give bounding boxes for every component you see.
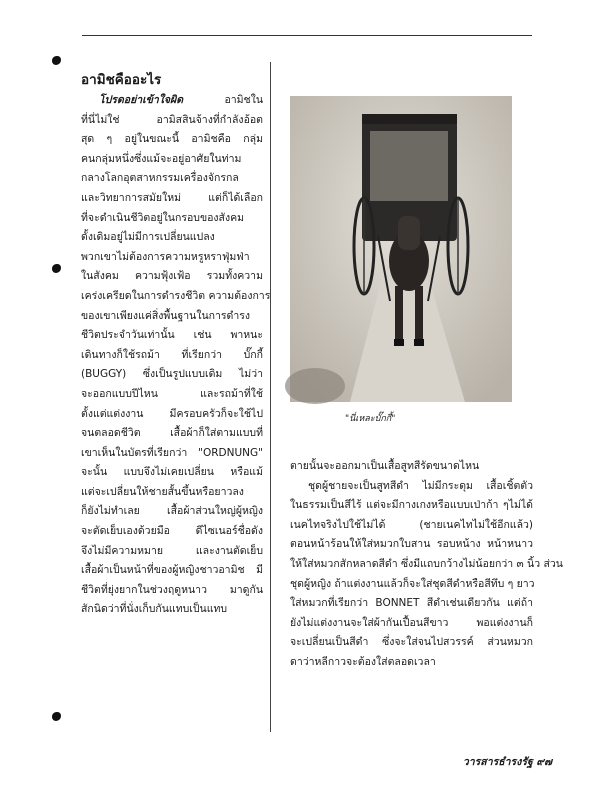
- text-line: (BUGGY) ซึ่งเป็นรูปแบบเดิม ไม่ว่า: [81, 368, 263, 381]
- text-line: พวกเขาไม่ต้องการความหรูหราฟุ่มฟ่า: [81, 250, 250, 263]
- text-line: สุด ๆ อยู่ในขณะนี้ อามิชคือ กลุ่ม: [81, 133, 263, 146]
- text-line: ของเขาเพียงแค่สิ่งพื้นฐานในการดำรง: [81, 309, 251, 322]
- text-line: และวิทยาการสมัยใหม่ แต่ก็ได้เลือก: [81, 191, 263, 204]
- text-line: เนคไทจริงไปใช้ไม่ได้ (ชายเนคไทไม่ใช้อีกแล้ว): [290, 518, 533, 531]
- text-line: ในธรรมเป็นสีไร้ แต่จะมีกางเกงหรือแบบเป่าก้า ๆไม่ได้: [290, 499, 533, 512]
- text-line: จะเปลี่ยนเป็นสีดำ ซึ่งจะใส่จนไปสวรรค์ ส่วนหมวก: [290, 636, 533, 649]
- text-line: จึงไม่มีความหมาย และงานตัดเย็บ: [81, 544, 263, 557]
- text-line: ตอนหน้าร้อนให้ใส่หมวกใบสาน รอบหน้าง หน้าหนาว: [290, 538, 533, 551]
- text-line: ในสังคม ความฟุ้งเฟ้อ รวมทั้งความ: [81, 270, 263, 283]
- text-line: ก็ยังไม่ทำเลย เสื้อผ้าส่วนใหญ่ผู้หญิง: [81, 505, 263, 518]
- text-line: ดั้งเดิมอยู่ไม่มีการเปลี่ยนแปลง: [81, 231, 215, 244]
- top-rule: [82, 35, 532, 36]
- text-line: แต่จะเปลี่ยนให้ชายสั้นขึ้นหรือยาวลง: [81, 485, 244, 498]
- lead-italic: โปรดอย่าเข้าใจผิด: [99, 94, 184, 106]
- column-divider: [270, 62, 271, 732]
- text-line: คนกลุ่มหนึ่งซึ่งแม้จะอยู่อาศัยในท่าม: [81, 152, 242, 165]
- text-line: ตั้งแต่แต่งงาน มีครอบครัวก็จะใช้ไป: [81, 407, 263, 420]
- text-line: เคร่งเครียดในการดำรงชีวิต ความต้องการ: [81, 289, 271, 302]
- text-line: จนตลอดชีวิต เสื้อผ้าก็ใส่ตามแบบที่: [81, 427, 263, 440]
- text-line: ที่นี่ไม่ใช่ อามิสสินจ้างที่กำลังอ้อต: [81, 113, 263, 126]
- text-line: กลางโลกอุตสาหกรรมเครื่องจักรกล: [81, 172, 239, 185]
- text-line: จะออกแบบปีไหน และรถม้าที่ใช้: [81, 387, 263, 400]
- punch-hole-mark: [52, 56, 61, 65]
- text-line: ดาว่าหลีกาวจะต้องใส่ตลอดเวลา: [290, 655, 436, 668]
- text-line: ยังไม่แต่งงานจะใส่ผ้ากันเปื้อนสีขาว พอแต่งงานก็: [290, 616, 533, 629]
- text-line: ที่จะดำเนินชีวิตอยู่ในกรอบของสังคม: [81, 211, 245, 224]
- punch-hole-mark: [52, 712, 61, 721]
- text-line: จะนั้น แบบจึงไม่เคยเปลี่ยน หรือแม้: [81, 466, 263, 479]
- photo-caption: "นี่เหละบั๊กกี้": [345, 414, 396, 424]
- text-line: เสื้อผ้าเป็นหน้าที่ของผู้หญิงชาวอามิช มี: [81, 564, 263, 577]
- text-line: เดินทางก็ใช้รถม้า ที่เรียกว่า บั๊กกี้: [81, 348, 263, 361]
- left-column-text: [81, 91, 271, 620]
- text-line: โปรดอย่าเข้าใจผิด อามิชใน: [99, 94, 263, 106]
- text-line: ใส่หมวกที่เรียกว่า BONNET สีดำเช่นเดียวกัน แต่ถ้า: [290, 597, 533, 610]
- punch-hole-mark: [52, 264, 61, 273]
- text-line: ชุดผู้ชายจะเป็นสูทสีดำ ไม่มีกระดุม เสื้อเชิ้ตตัว: [308, 479, 533, 492]
- right-column-text: [290, 457, 563, 673]
- text-line: สักนิดว่าที่นั่งเก็บกันแทบเป็นแทบ: [81, 603, 228, 616]
- article-heading: อามิชคืออะไร: [81, 72, 162, 88]
- buggy-illustration: [290, 96, 512, 402]
- text-line: ชีวิตที่ยุ่งยากในช่วงฤดูหนาว มาดูกัน: [81, 583, 263, 596]
- page-footer: วารสารธำรงรัฐ ๙๗: [462, 756, 552, 768]
- text-line: ให้ใส่หมวกสักหลาดสีดำ ซึ่งมีแถบกว้างไม่น้อยกว่า ๓ นิ้ว ส่วน: [290, 557, 563, 570]
- text-line: จะตัดเย็บเองด้วยมือ ดีไซเนอร์ชื่อดัง: [81, 525, 263, 538]
- text-line: ชีวิตประจำวันเท่านั้น เช่น พาหนะ: [81, 329, 263, 342]
- text-line: ชุดผู้หญิง ถ้าแต่งงานแล้วก็จะใส่ชุดสีดำหรือสีทึบ ๆ ยาว: [290, 577, 535, 590]
- horse-buggy-photo: [290, 96, 512, 402]
- text-line: ตายนั้นจะออกมาเป็นเสื้อสูทสีรัดขนาดไหน: [290, 460, 480, 472]
- text-line: เขาเห็นในบัตรที่เรียกว่า "ORDNUNG": [81, 446, 263, 459]
